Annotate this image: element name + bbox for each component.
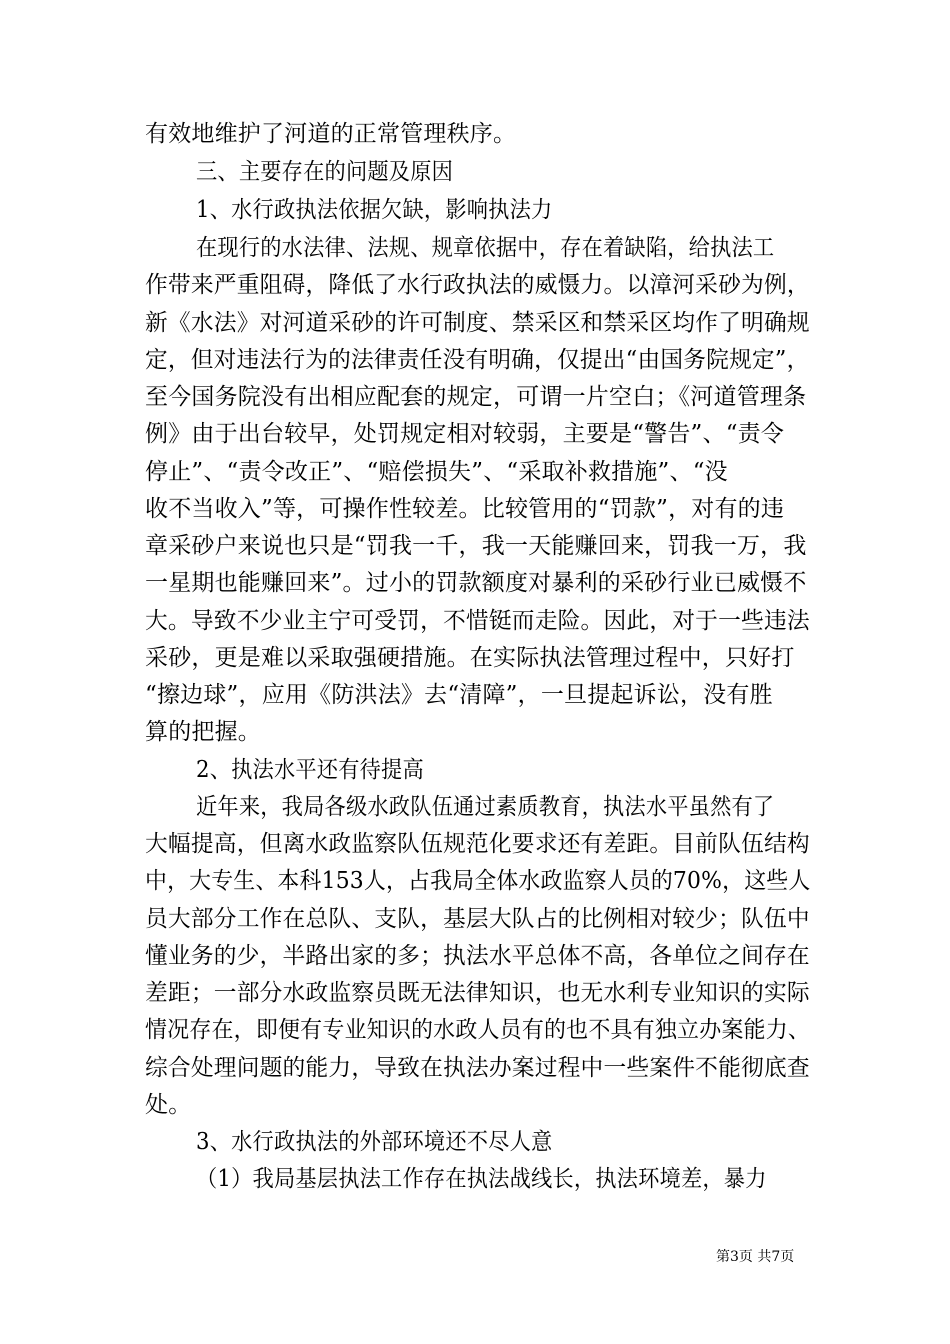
section-heading: 三、主要存在的问题及原因: [196, 159, 454, 185]
text-line: 中，大专生、本科153人，占我局全体水政监察人员的70%，这些人: [145, 868, 811, 894]
text-line: 处。: [145, 1092, 192, 1118]
page-number: 第3页 共7页: [716, 1249, 795, 1265]
text-line: 有效地维护了河道的正常管理秩序。: [145, 121, 517, 147]
text-line: 定，但对违法行为的法律责任没有明确，仅提出“由国务院规定”，: [145, 347, 810, 373]
text-line: 停止”、“责令改正”、“赔偿损失”、“采取补救措施”、“没: [145, 459, 728, 485]
text-line: 在现行的水法律、法规、规章依据中，存在着缺陷，给执法工: [196, 235, 775, 261]
subsection-heading: 2、执法水平还有待提高: [196, 757, 424, 783]
text-line: 算的把握。: [145, 719, 261, 745]
text-line: 章采砂户来说也只是“罚我一千，我一天能赚回来，罚我一万，我: [145, 533, 807, 559]
text-line: 作带来严重阻碍，降低了水行政执法的威慑力。以漳河采砂为例，: [145, 272, 810, 298]
text-line: 大。导致不少业主宁可受罚，不惜铤而走险。因此，对于一些违法: [145, 608, 810, 634]
text-line: （1）我局基层执法工作存在执法战线长，执法环境差，暴力: [196, 1166, 767, 1192]
text-line: 综合处理问题的能力，导致在执法办案过程中一些案件不能彻底查: [145, 1055, 810, 1081]
text-line: 懂业务的少，半路出家的多；执法水平总体不高，各单位之间存在: [145, 943, 810, 969]
text-line: 近年来，我局各级水政队伍通过素质教育，执法水平虽然有了: [196, 794, 775, 820]
text-line: 一星期也能赚回来”。过小的罚款额度对暴利的采砂行业已威慑不: [145, 570, 807, 596]
text-line: 收不当收入”等，可操作性较差。比较管用的“罚款”，对有的违: [145, 496, 785, 522]
text-line: 采砂，更是难以采取强硬措施。在实际执法管理过程中，只好打: [145, 645, 795, 671]
text-line: 情况存在，即便有专业知识的水政人员有的也不具有独立办案能力、: [145, 1017, 811, 1043]
text-line: 至今国务院没有出相应配套的规定，可谓一片空白；《河道管理条: [145, 384, 807, 410]
subsection-heading: 1、水行政执法依据欠缺，影响执法力: [196, 197, 553, 223]
text-line: 大幅提高，但离水政监察队伍规范化要求还有差距。目前队伍结构: [145, 831, 810, 857]
text-line: 员大部分工作在总队、支队，基层大队占的比例相对较少；队伍中: [145, 906, 810, 932]
subsection-heading: 3、水行政执法的外部环境还不尽人意: [196, 1129, 553, 1155]
text-line: 差距；一部分水政监察员既无法律知识，也无水利专业知识的实际: [145, 980, 810, 1006]
text-line: 例》由于出台较早，处罚规定相对较弱，主要是“警告”、“责令: [145, 421, 785, 447]
text-line: “擦边球”，应用《防洪法》去“清障”，一旦提起诉讼，没有胜: [145, 682, 773, 708]
text-line: 新《水法》对河道采砂的许可制度、禁采区和禁采区均作了明确规: [145, 310, 810, 336]
